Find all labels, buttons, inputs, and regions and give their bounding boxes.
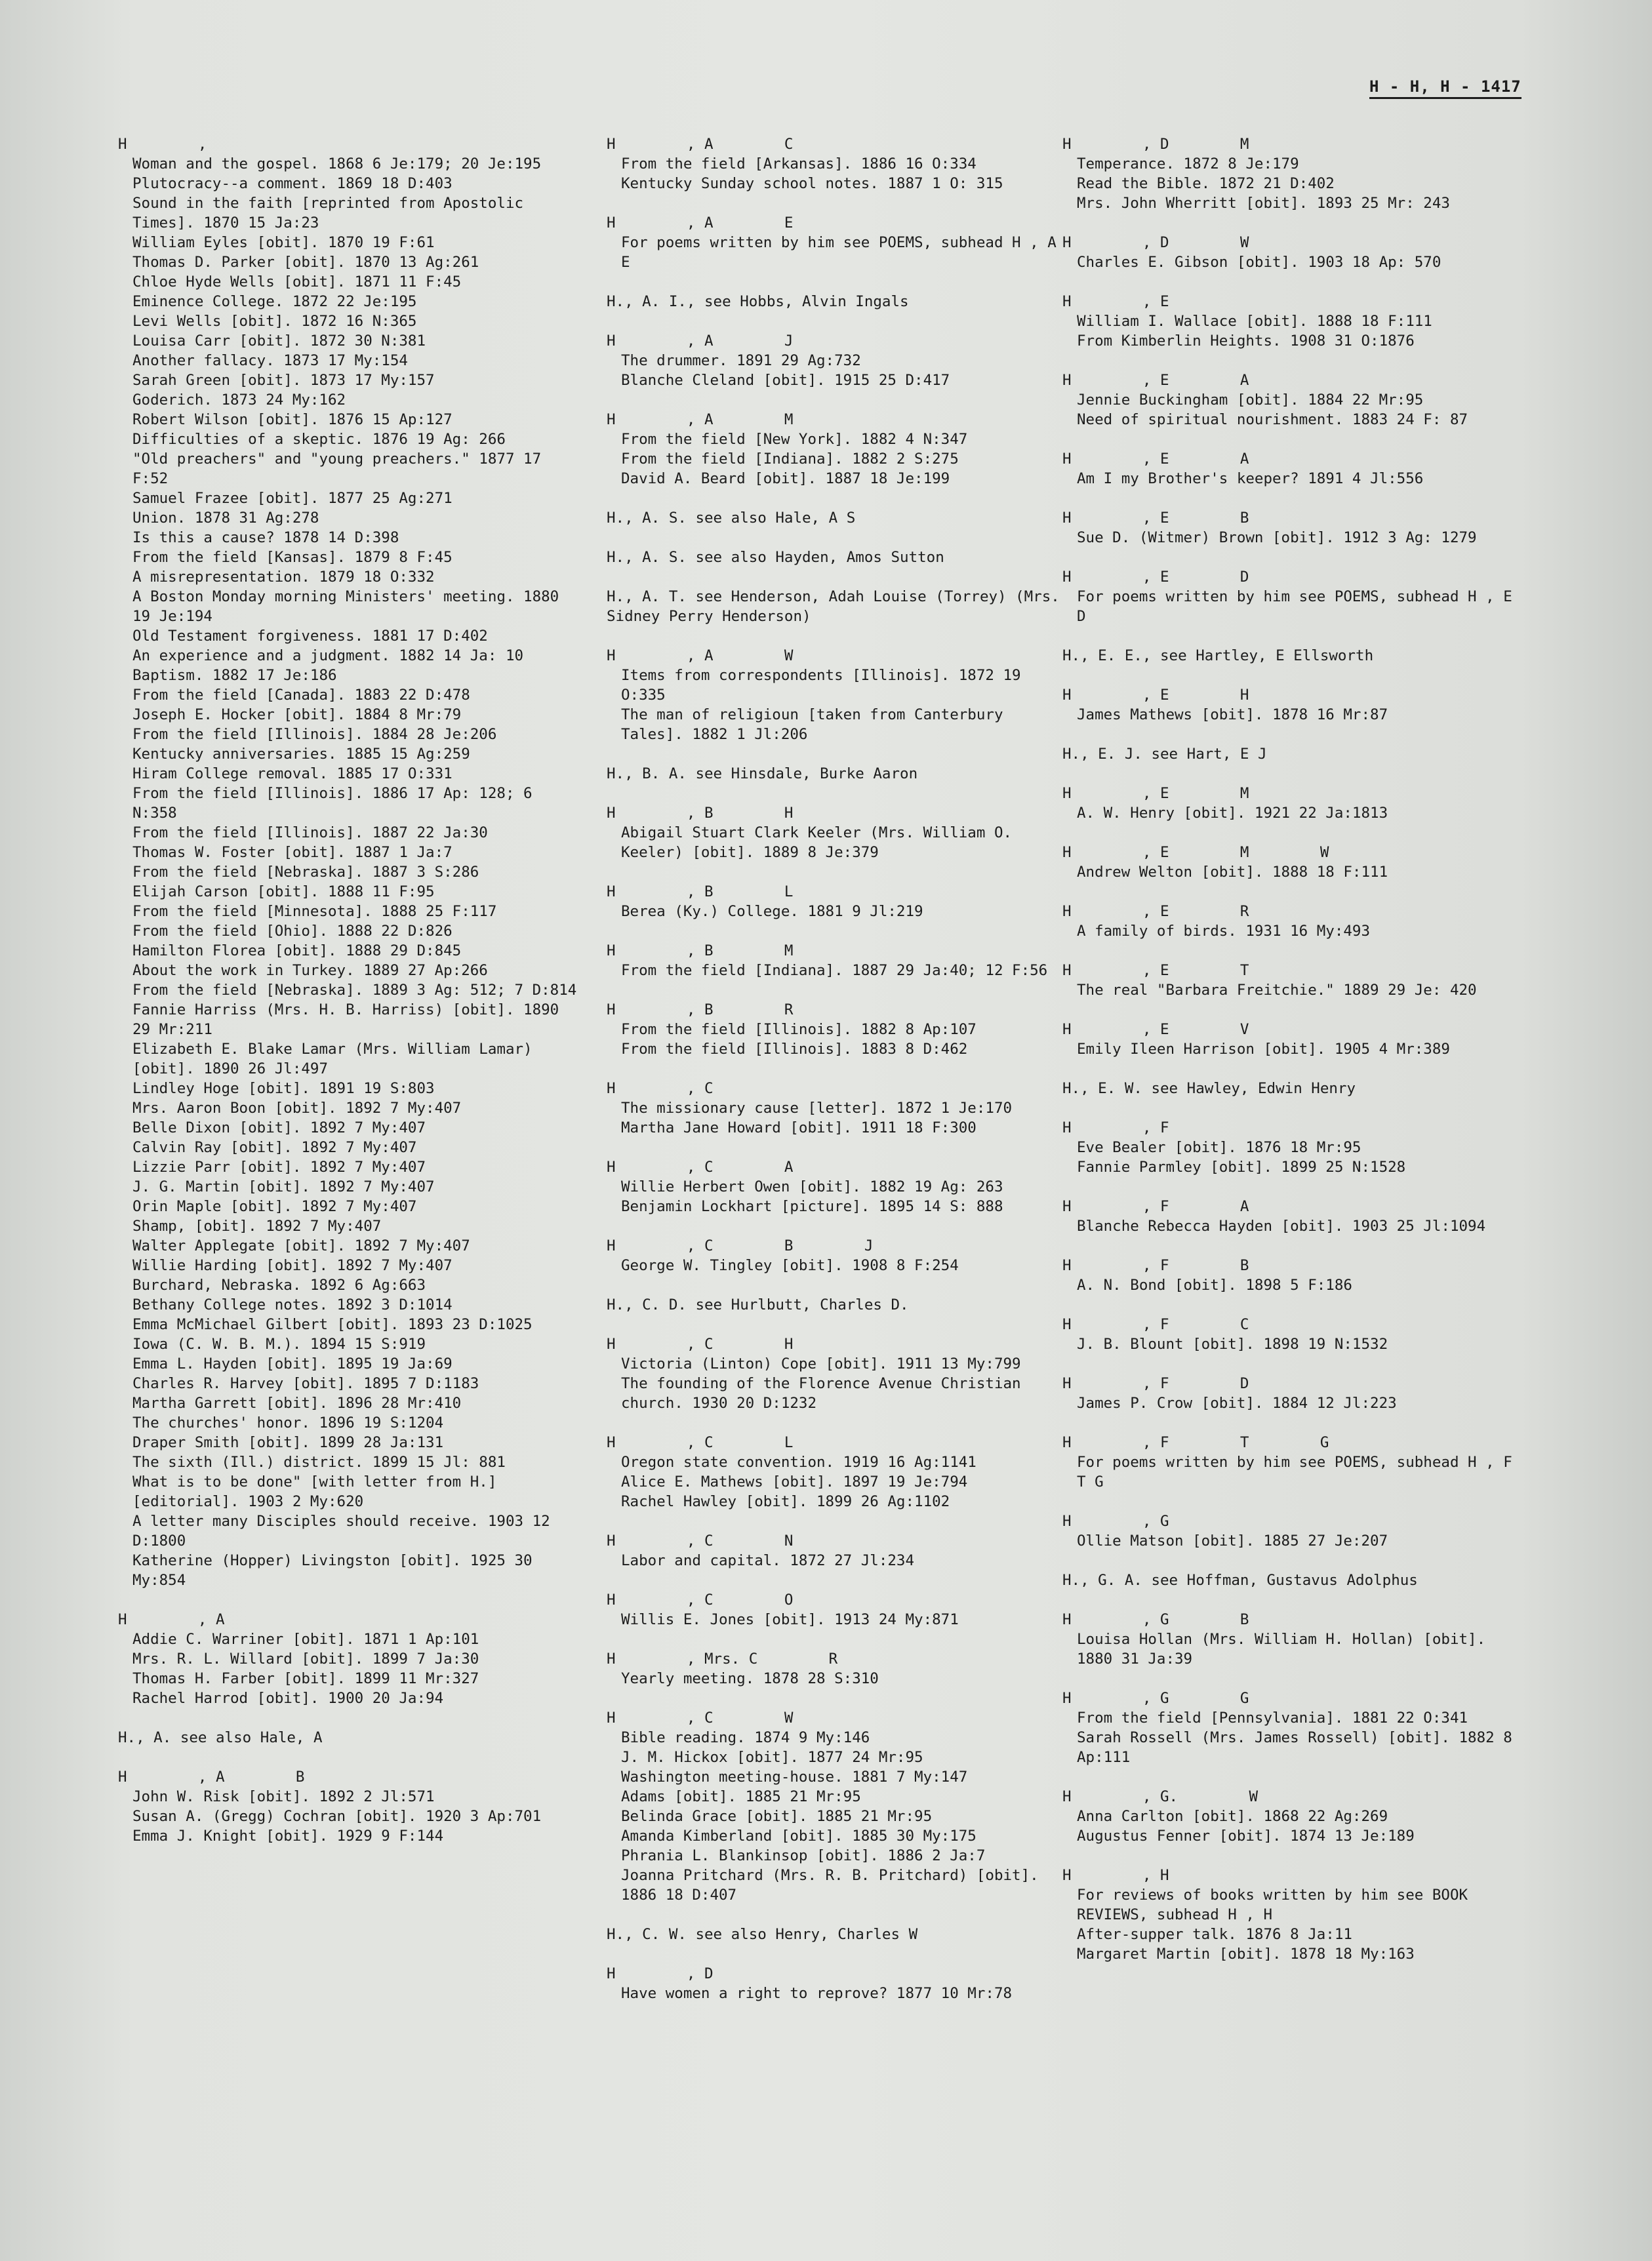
index-entry: Oregon state convention. 1919 16 Ag:1141 xyxy=(621,1454,977,1471)
index-group xyxy=(1062,902,1521,941)
index-entry: Bethany College notes. 1892 3 D:1014 xyxy=(132,1296,453,1313)
author-heading: H , C N xyxy=(607,1532,794,1550)
index-group xyxy=(607,1531,1066,1571)
index-entry: Elizabeth E. Blake Lamar (Mrs. William Lamar) [obit]. 1890 26 Jl:497 xyxy=(132,1041,533,1077)
page-header: H - H, H - 1417 xyxy=(1369,77,1521,99)
index-entry: Blanche Cleland [obit]. 1915 25 D:417 xyxy=(621,372,950,389)
index-entry: James Mathews [obit]. 1878 16 Mr:87 xyxy=(1077,706,1388,723)
index-group xyxy=(1062,233,1521,272)
index-group xyxy=(1062,567,1521,626)
index-entry: Belle Dixon [obit]. 1892 7 My:407 xyxy=(132,1119,426,1136)
index-entry: The missionary cause [letter]. 1872 1 Je:170 xyxy=(621,1100,1013,1117)
index-entry: Eve Bealer [obit]. 1876 18 Mr:95 xyxy=(1077,1139,1361,1156)
index-entry: Willie Herbert Owen [obit]. 1882 19 Ag: 263 xyxy=(621,1178,1003,1195)
index-entry: Temperance. 1872 8 Je:179 xyxy=(1077,155,1299,172)
index-group xyxy=(1062,1689,1521,1767)
index-group xyxy=(1062,1866,1521,1964)
index-entry: Shamp, [obit]. 1892 7 My:407 xyxy=(132,1218,382,1235)
index-entry: Belinda Grace [obit]. 1885 21 Mr:95 xyxy=(621,1808,933,1825)
index-group xyxy=(1062,449,1521,489)
index-entry: The churches' honor. 1896 19 S:1204 xyxy=(132,1414,444,1431)
cross-reference: H., A. S. see also Hayden, Amos Sutton xyxy=(607,549,944,566)
index-entry: Read the Bible. 1872 21 D:402 xyxy=(1077,175,1335,192)
index-entry: Samuel Frazee [obit]. 1877 25 Ag:271 xyxy=(132,490,453,507)
index-group xyxy=(607,548,1066,567)
index-group xyxy=(607,1157,1066,1216)
index-entry: From the field [Illinois]. 1886 17 Ap: 128; 6 N:358 xyxy=(132,785,533,822)
index-group xyxy=(118,134,577,1590)
index-entry: Louisa Hollan (Mrs. William H. Hollan) [obit]. 1880 31 Ja:39 xyxy=(1077,1631,1486,1668)
index-group xyxy=(607,803,1066,862)
index-group xyxy=(1062,370,1521,430)
index-group xyxy=(607,134,1066,193)
index-entry: From the field [Pennsylvania]. 1881 22 O:341 xyxy=(1077,1710,1468,1727)
index-entry: Margaret Martin [obit]. 1878 18 My:163 xyxy=(1077,1946,1415,1963)
index-entry: Washington meeting-house. 1881 7 My:147 xyxy=(621,1769,968,1786)
index-group xyxy=(607,941,1066,980)
index-entry: Sarah Green [obit]. 1873 17 My:157 xyxy=(132,372,435,389)
index-entry: Blanche Rebecca Hayden [obit]. 1903 25 Jl:1094 xyxy=(1077,1218,1486,1235)
index-entry: Mrs. Aaron Boon [obit]. 1892 7 My:407 xyxy=(132,1100,462,1117)
index-entry: The real "Barbara Freitchie." 1889 29 Je: 420 xyxy=(1077,982,1477,999)
index-entry: For reviews of books written by him see BOOK REVIEWS, subhead H , H xyxy=(1077,1887,1468,1923)
index-entry: Emma McMichael Gilbert [obit]. 1893 23 D:1025 xyxy=(132,1316,533,1333)
cross-reference: H., A. T. see Henderson, Adah Louise (Torrey) (Mrs. Sidney Perry Henderson) xyxy=(607,588,1060,625)
cross-reference: H., A. I., see Hobbs, Alvin Ingals xyxy=(607,293,909,310)
index-entry: From the field [Illinois]. 1882 8 Ap:107 xyxy=(621,1021,977,1038)
index-entry: From the field [Minnesota]. 1888 25 F:117 xyxy=(132,903,497,920)
author-heading: H , C A xyxy=(607,1159,794,1176)
index-entry: Chloe Hyde Wells [obit]. 1871 11 F:45 xyxy=(132,273,462,290)
index-entry: For poems written by him see POEMS, subhead H , A E xyxy=(621,234,1057,271)
index-entry: Lindley Hoge [obit]. 1891 19 S:803 xyxy=(132,1080,435,1097)
author-heading: H , G B xyxy=(1062,1611,1249,1628)
index-column-2 xyxy=(607,134,1066,2023)
index-entry: Woman and the gospel. 1868 6 Je:179; 20 Je:195 xyxy=(132,155,542,172)
index-entry: James P. Crow [obit]. 1884 12 Jl:223 xyxy=(1077,1395,1397,1412)
index-entry: Draper Smith [obit]. 1899 28 Ja:131 xyxy=(132,1434,444,1451)
index-entry: Levi Wells [obit]. 1872 16 N:365 xyxy=(132,313,417,330)
index-group xyxy=(1062,134,1521,213)
author-heading: H , A J xyxy=(607,332,794,350)
index-group xyxy=(607,1236,1066,1275)
index-entry: Sue D. (Witmer) Brown [obit]. 1912 3 Ag: 1279 xyxy=(1077,529,1477,546)
author-heading: H , xyxy=(118,136,207,153)
index-entry: Old Testament forgiveness. 1881 17 D:402 xyxy=(132,628,488,645)
author-heading: H , B R xyxy=(607,1001,794,1018)
author-heading: H , E R xyxy=(1062,903,1249,920)
index-entry: Adams [obit]. 1885 21 Mr:95 xyxy=(621,1788,861,1805)
cross-reference: H., G. A. see Hoffman, Gustavus Adolphus xyxy=(1062,1572,1418,1589)
index-entry: Andrew Welton [obit]. 1888 18 F:111 xyxy=(1077,864,1388,881)
index-entry: "Old preachers" and "young preachers." 1877 17 F:52 xyxy=(132,450,542,487)
index-entry: A Boston Monday morning Ministers' meeting. 1880 19 Je:194 xyxy=(132,588,559,625)
index-group xyxy=(1062,784,1521,823)
index-group xyxy=(1062,646,1521,666)
index-entry: Need of spiritual nourishment. 1883 24 F: 87 xyxy=(1077,411,1468,428)
index-entry: Martha Jane Howard [obit]. 1911 18 F:300 xyxy=(621,1119,977,1136)
index-entry: From the field [Canada]. 1883 22 D:478 xyxy=(132,687,470,704)
author-heading: H , E xyxy=(1062,293,1169,310)
author-heading: H , H xyxy=(1062,1867,1169,1884)
index-entry: Elijah Carson [obit]. 1888 11 F:95 xyxy=(132,883,435,900)
index-entry: William I. Wallace [obit]. 1888 18 F:111 xyxy=(1077,313,1432,330)
author-heading: H , E T xyxy=(1062,962,1249,979)
index-group xyxy=(607,508,1066,528)
index-entry: Martha Garrett [obit]. 1896 28 Mr:410 xyxy=(132,1395,462,1412)
index-entry: Ollie Matson [obit]. 1885 27 Je:207 xyxy=(1077,1532,1388,1550)
index-entry: From the field [New York]. 1882 4 N:347 xyxy=(621,431,968,448)
index-entry: Plutocracy--a comment. 1869 18 D:403 xyxy=(132,175,453,192)
index-group xyxy=(607,1433,1066,1511)
cross-reference: H., E. E., see Hartley, E Ellsworth xyxy=(1062,647,1374,664)
index-entry: Mrs. John Wherritt [obit]. 1893 25 Mr: 243 xyxy=(1077,195,1450,212)
index-entry: From the field [Ohio]. 1888 22 D:826 xyxy=(132,923,453,940)
index-entry: The drummer. 1891 29 Ag:732 xyxy=(621,352,861,369)
index-entry: A family of birds. 1931 16 My:493 xyxy=(1077,923,1371,940)
index-entry: Walter Applegate [obit]. 1892 7 My:407 xyxy=(132,1237,470,1254)
index-entry: Thomas D. Parker [obit]. 1870 13 Ag:261 xyxy=(132,254,479,271)
author-heading: H , A B xyxy=(118,1769,305,1786)
index-entry: Another fallacy. 1873 17 My:154 xyxy=(132,352,408,369)
index-group xyxy=(1062,1610,1521,1669)
index-entry: For poems written by him see POEMS, subhead H , F T G xyxy=(1077,1454,1512,1491)
index-column-3 xyxy=(1062,134,1521,1984)
index-entry: Susan A. (Gregg) Cochran [obit]. 1920 3 Ap:701 xyxy=(132,1808,542,1825)
index-entry: A. N. Bond [obit]. 1898 5 F:186 xyxy=(1077,1277,1352,1294)
author-heading: H , G. W xyxy=(1062,1788,1259,1805)
index-entry: For poems written by him see POEMS, subhead H , E D xyxy=(1077,588,1512,625)
index-entry: Emma L. Hayden [obit]. 1895 19 Ja:69 xyxy=(132,1355,453,1372)
index-entry: Anna Carlton [obit]. 1868 22 Ag:269 xyxy=(1077,1808,1388,1825)
index-entry: Louisa Carr [obit]. 1872 30 N:381 xyxy=(132,332,426,350)
index-group xyxy=(607,410,1066,489)
index-entry: Is this a cause? 1878 14 D:398 xyxy=(132,529,399,546)
author-heading: H , C L xyxy=(607,1434,794,1451)
index-group xyxy=(607,1964,1066,2003)
index-group xyxy=(607,1590,1066,1630)
index-entry: Augustus Fenner [obit]. 1874 13 Je:189 xyxy=(1077,1828,1415,1845)
author-heading: H , A M xyxy=(607,411,794,428)
index-entry: Hiram College removal. 1885 17 O:331 xyxy=(132,765,453,782)
index-entry: Fannie Harriss (Mrs. H. B. Harriss) [obit]. 1890 29 Mr:211 xyxy=(132,1001,559,1038)
index-group xyxy=(607,1708,1066,1905)
index-entry: Have women a right to reprove? 1877 10 Mr:78 xyxy=(621,1985,1013,2002)
index-entry: What is to be done" [with letter from H.] [editorial]. 1903 2 My:620 xyxy=(132,1473,497,1510)
index-entry: After-supper talk. 1876 8 Ja:11 xyxy=(1077,1926,1352,1943)
author-heading: H , C W xyxy=(607,1710,794,1727)
index-group xyxy=(118,1728,577,1748)
index-group xyxy=(1062,1118,1521,1177)
index-entry: From the field [Illinois]. 1884 28 Je:206 xyxy=(132,726,497,743)
index-group xyxy=(607,1925,1066,1944)
index-entry: Mrs. R. L. Willard [obit]. 1899 7 Ja:30 xyxy=(132,1651,479,1668)
index-group xyxy=(1062,508,1521,548)
index-group xyxy=(1062,1571,1521,1590)
index-entry: Willis E. Jones [obit]. 1913 24 My:871 xyxy=(621,1611,959,1628)
index-entry: Thomas W. Foster [obit]. 1887 1 Ja:7 xyxy=(132,844,453,861)
author-heading: H , C xyxy=(607,1080,714,1097)
author-heading: H , E H xyxy=(1062,687,1249,704)
author-heading: H , D M xyxy=(1062,136,1249,153)
author-heading: H , A C xyxy=(607,136,794,153)
index-entry: From the field [Arkansas]. 1886 16 O:334 xyxy=(621,155,977,172)
index-group xyxy=(1062,1079,1521,1098)
index-entry: From the field [Kansas]. 1879 8 F:45 xyxy=(132,549,453,566)
index-group xyxy=(607,764,1066,784)
index-entry: J. B. Blount [obit]. 1898 19 N:1532 xyxy=(1077,1336,1388,1353)
cross-reference: H., C. D. see Hurlbutt, Charles D. xyxy=(607,1296,909,1313)
index-entry: A. W. Henry [obit]. 1921 22 Ja:1813 xyxy=(1077,805,1388,822)
index-entry: John W. Risk [obit]. 1892 2 Jl:571 xyxy=(132,1788,435,1805)
index-entry: Charles E. Gibson [obit]. 1903 18 Ap: 570 xyxy=(1077,254,1441,271)
index-group xyxy=(1062,1433,1521,1492)
index-entry: Katherine (Hopper) Livingston [obit]. 1925 30 My:854 xyxy=(132,1552,533,1589)
author-heading: H , E B xyxy=(1062,510,1249,527)
index-entry: From the field [Nebraska]. 1887 3 S:286 xyxy=(132,864,479,881)
index-entry: Calvin Ray [obit]. 1892 7 My:407 xyxy=(132,1139,417,1156)
index-group xyxy=(1062,744,1521,764)
index-entry: From Kimberlin Heights. 1908 31 O:1876 xyxy=(1077,332,1415,350)
index-group xyxy=(1062,1020,1521,1059)
index-group xyxy=(607,646,1066,744)
index-entry: Difficulties of a skeptic. 1876 19 Ag: 266 xyxy=(132,431,506,448)
author-heading: H , F B xyxy=(1062,1257,1249,1274)
index-entry: From the field [Indiana]. 1882 2 S:275 xyxy=(621,450,959,468)
index-group xyxy=(1062,1197,1521,1236)
index-entry: Emma J. Knight [obit]. 1929 9 F:144 xyxy=(132,1828,444,1845)
author-heading: H , E M W xyxy=(1062,844,1329,861)
index-entry: From the field [Illinois]. 1887 22 Ja:30 xyxy=(132,824,488,841)
author-heading: H , C O xyxy=(607,1591,794,1609)
index-entry: J. M. Hickox [obit]. 1877 24 Mr:95 xyxy=(621,1749,923,1766)
index-entry: Lizzie Parr [obit]. 1892 7 My:407 xyxy=(132,1159,426,1176)
author-heading: H , G G xyxy=(1062,1690,1249,1707)
author-heading: H , C H xyxy=(607,1336,794,1353)
author-heading: H , F D xyxy=(1062,1375,1249,1392)
author-heading: H , A W xyxy=(607,647,794,664)
index-entry: Iowa (C. W. B. M.). 1894 15 S:919 xyxy=(132,1336,426,1353)
author-heading: H , B L xyxy=(607,883,794,900)
index-entry: Baptism. 1882 17 Je:186 xyxy=(132,667,337,684)
index-entry: Hamilton Florea [obit]. 1888 29 D:845 xyxy=(132,942,462,959)
index-entry: Robert Wilson [obit]. 1876 15 Ap:127 xyxy=(132,411,453,428)
index-entry: Bible reading. 1874 9 My:146 xyxy=(621,1729,870,1746)
index-group xyxy=(607,292,1066,311)
index-group xyxy=(607,1295,1066,1315)
author-heading: H , D W xyxy=(1062,234,1249,251)
index-group xyxy=(1062,1256,1521,1295)
author-heading: H , Mrs. C R xyxy=(607,1651,838,1668)
index-entry: From the field [Illinois]. 1883 8 D:462 xyxy=(621,1041,968,1058)
index-entry: Abigail Stuart Clark Keeler (Mrs. William O. Keeler) [obit]. 1889 8 Je:379 xyxy=(621,824,1013,861)
author-heading: H , G xyxy=(1062,1513,1169,1530)
index-entry: Union. 1878 31 Ag:278 xyxy=(132,510,319,527)
index-group xyxy=(607,1000,1066,1059)
index-group xyxy=(607,331,1066,390)
index-entry: Sarah Rossell (Mrs. James Rossell) [obit]. 1882 8 Ap:111 xyxy=(1077,1729,1512,1766)
author-heading: H , F C xyxy=(1062,1316,1249,1333)
index-entry: Berea (Ky.) College. 1881 9 Jl:219 xyxy=(621,903,923,920)
author-heading: H , A E xyxy=(607,214,794,231)
author-heading: H , E M xyxy=(1062,785,1249,802)
cross-reference: H., A. see also Hale, A xyxy=(118,1729,323,1746)
cross-reference: H., B. A. see Hinsdale, Burke Aaron xyxy=(607,765,918,782)
index-group xyxy=(118,1767,577,1846)
index-entry: Items from correspondents [Illinois]. 1872 19 O:335 xyxy=(621,667,1021,704)
index-entry: Benjamin Lockhart [picture]. 1895 14 S: 888 xyxy=(621,1198,1003,1215)
index-entry: Willie Harding [obit]. 1892 7 My:407 xyxy=(132,1257,453,1274)
cross-reference: H., E. J. see Hart, E J xyxy=(1062,746,1267,763)
index-entry: The sixth (Ill.) district. 1899 15 Jl: 881 xyxy=(132,1454,506,1471)
author-heading: H , C B J xyxy=(607,1237,874,1254)
index-group xyxy=(607,213,1066,272)
index-entry: Kentucky Sunday school notes. 1887 1 O: 315 xyxy=(621,175,1003,192)
index-entry: George W. Tingley [obit]. 1908 8 F:254 xyxy=(621,1257,959,1274)
index-group xyxy=(1062,1315,1521,1354)
index-group xyxy=(118,1610,577,1708)
index-entry: Orin Maple [obit]. 1892 7 My:407 xyxy=(132,1198,417,1215)
index-entry: Eminence College. 1872 22 Je:195 xyxy=(132,293,417,310)
index-entry: Alice E. Mathews [obit]. 1897 19 Je:794 xyxy=(621,1473,968,1491)
index-entry: A misrepresentation. 1879 18 O:332 xyxy=(132,569,435,586)
index-entry: Rachel Harrod [obit]. 1900 20 Ja:94 xyxy=(132,1690,444,1707)
cross-reference: H., E. W. see Hawley, Edwin Henry xyxy=(1062,1080,1356,1097)
index-entry: From the field [Indiana]. 1887 29 Ja:40; 12 F:56 xyxy=(621,962,1048,979)
index-group xyxy=(1062,843,1521,882)
index-group xyxy=(607,1079,1066,1138)
author-heading: H , E V xyxy=(1062,1021,1249,1038)
author-heading: H , D xyxy=(607,1965,714,1982)
index-entry: Yearly meeting. 1878 28 S:310 xyxy=(621,1670,879,1687)
index-entry: David A. Beard [obit]. 1887 18 Je:199 xyxy=(621,470,950,487)
index-group xyxy=(607,1334,1066,1413)
index-group xyxy=(607,1649,1066,1689)
index-entry: Joseph E. Hocker [obit]. 1884 8 Mr:79 xyxy=(132,706,462,723)
author-heading: H , E A xyxy=(1062,450,1249,468)
index-column-1 xyxy=(118,134,577,1866)
index-entry: Joanna Pritchard (Mrs. R. B. Pritchard) [obit]. 1886 18 D:407 xyxy=(621,1867,1039,1904)
index-entry: About the work in Turkey. 1889 27 Ap:266 xyxy=(132,962,488,979)
index-entry: Addie C. Warriner [obit]. 1871 1 Ap:101 xyxy=(132,1631,479,1648)
index-entry: Thomas H. Farber [obit]. 1899 11 Mr:327 xyxy=(132,1670,479,1687)
index-entry: Amanda Kimberland [obit]. 1885 30 My:175 xyxy=(621,1828,977,1845)
cross-reference: H., C. W. see also Henry, Charles W xyxy=(607,1926,918,1943)
index-entry: Kentucky anniversaries. 1885 15 Ag:259 xyxy=(132,746,470,763)
author-heading: H , B M xyxy=(607,942,794,959)
author-heading: H , E D xyxy=(1062,569,1249,586)
index-entry: Sound in the faith [reprinted from Apostolic Times]. 1870 15 Ja:23 xyxy=(132,195,524,231)
index-entry: Am I my Brother's keeper? 1891 4 Jl:556 xyxy=(1077,470,1424,487)
author-heading: H , F A xyxy=(1062,1198,1249,1215)
index-entry: Labor and capital. 1872 27 Jl:234 xyxy=(621,1552,915,1569)
index-entry: The man of religioun [taken from Canterbury Tales]. 1882 1 Jl:206 xyxy=(621,706,1003,743)
index-entry: Goderich. 1873 24 My:162 xyxy=(132,391,346,409)
index-entry: Charles R. Harvey [obit]. 1895 7 D:1183 xyxy=(132,1375,479,1392)
index-entry: William Eyles [obit]. 1870 19 F:61 xyxy=(132,234,435,251)
index-entry: A letter many Disciples should receive. 1903 12 D:1800 xyxy=(132,1513,550,1550)
cross-reference: H., A. S. see also Hale, A S xyxy=(607,510,856,527)
index-entry: J. G. Martin [obit]. 1892 7 My:407 xyxy=(132,1178,435,1195)
index-entry: Victoria (Linton) Cope [obit]. 1911 13 My:799 xyxy=(621,1355,1021,1372)
index-entry: Jennie Buckingham [obit]. 1884 22 Mr:95 xyxy=(1077,391,1424,409)
author-heading: H , A xyxy=(118,1611,225,1628)
index-entry: Phrania L. Blankinsop [obit]. 1886 2 Ja:7 xyxy=(621,1847,986,1864)
index-group xyxy=(1062,685,1521,725)
index-entry: From the field [Nebraska]. 1889 3 Ag: 512; 7 D:814 xyxy=(132,982,577,999)
index-group xyxy=(1062,1374,1521,1413)
index-group xyxy=(607,882,1066,921)
index-entry: Emily Ileen Harrison [obit]. 1905 4 Mr:389 xyxy=(1077,1041,1450,1058)
author-heading: H , F xyxy=(1062,1119,1169,1136)
author-heading: H , B H xyxy=(607,805,794,822)
index-group xyxy=(1062,961,1521,1000)
author-heading: H , F T G xyxy=(1062,1434,1329,1451)
index-entry: An experience and a judgment. 1882 14 Ja: 10 xyxy=(132,647,524,664)
index-group xyxy=(1062,1511,1521,1551)
index-group xyxy=(1062,1787,1521,1846)
index-entry: Rachel Hawley [obit]. 1899 26 Ag:1102 xyxy=(621,1493,950,1510)
author-heading: H , E A xyxy=(1062,372,1249,389)
index-entry: Fannie Parmley [obit]. 1899 25 N:1528 xyxy=(1077,1159,1406,1176)
index-entry: The founding of the Florence Avenue Christian church. 1930 20 D:1232 xyxy=(621,1375,1021,1412)
index-entry: Burchard, Nebraska. 1892 6 Ag:663 xyxy=(132,1277,426,1294)
index-group xyxy=(1062,292,1521,351)
index-group xyxy=(607,587,1066,626)
